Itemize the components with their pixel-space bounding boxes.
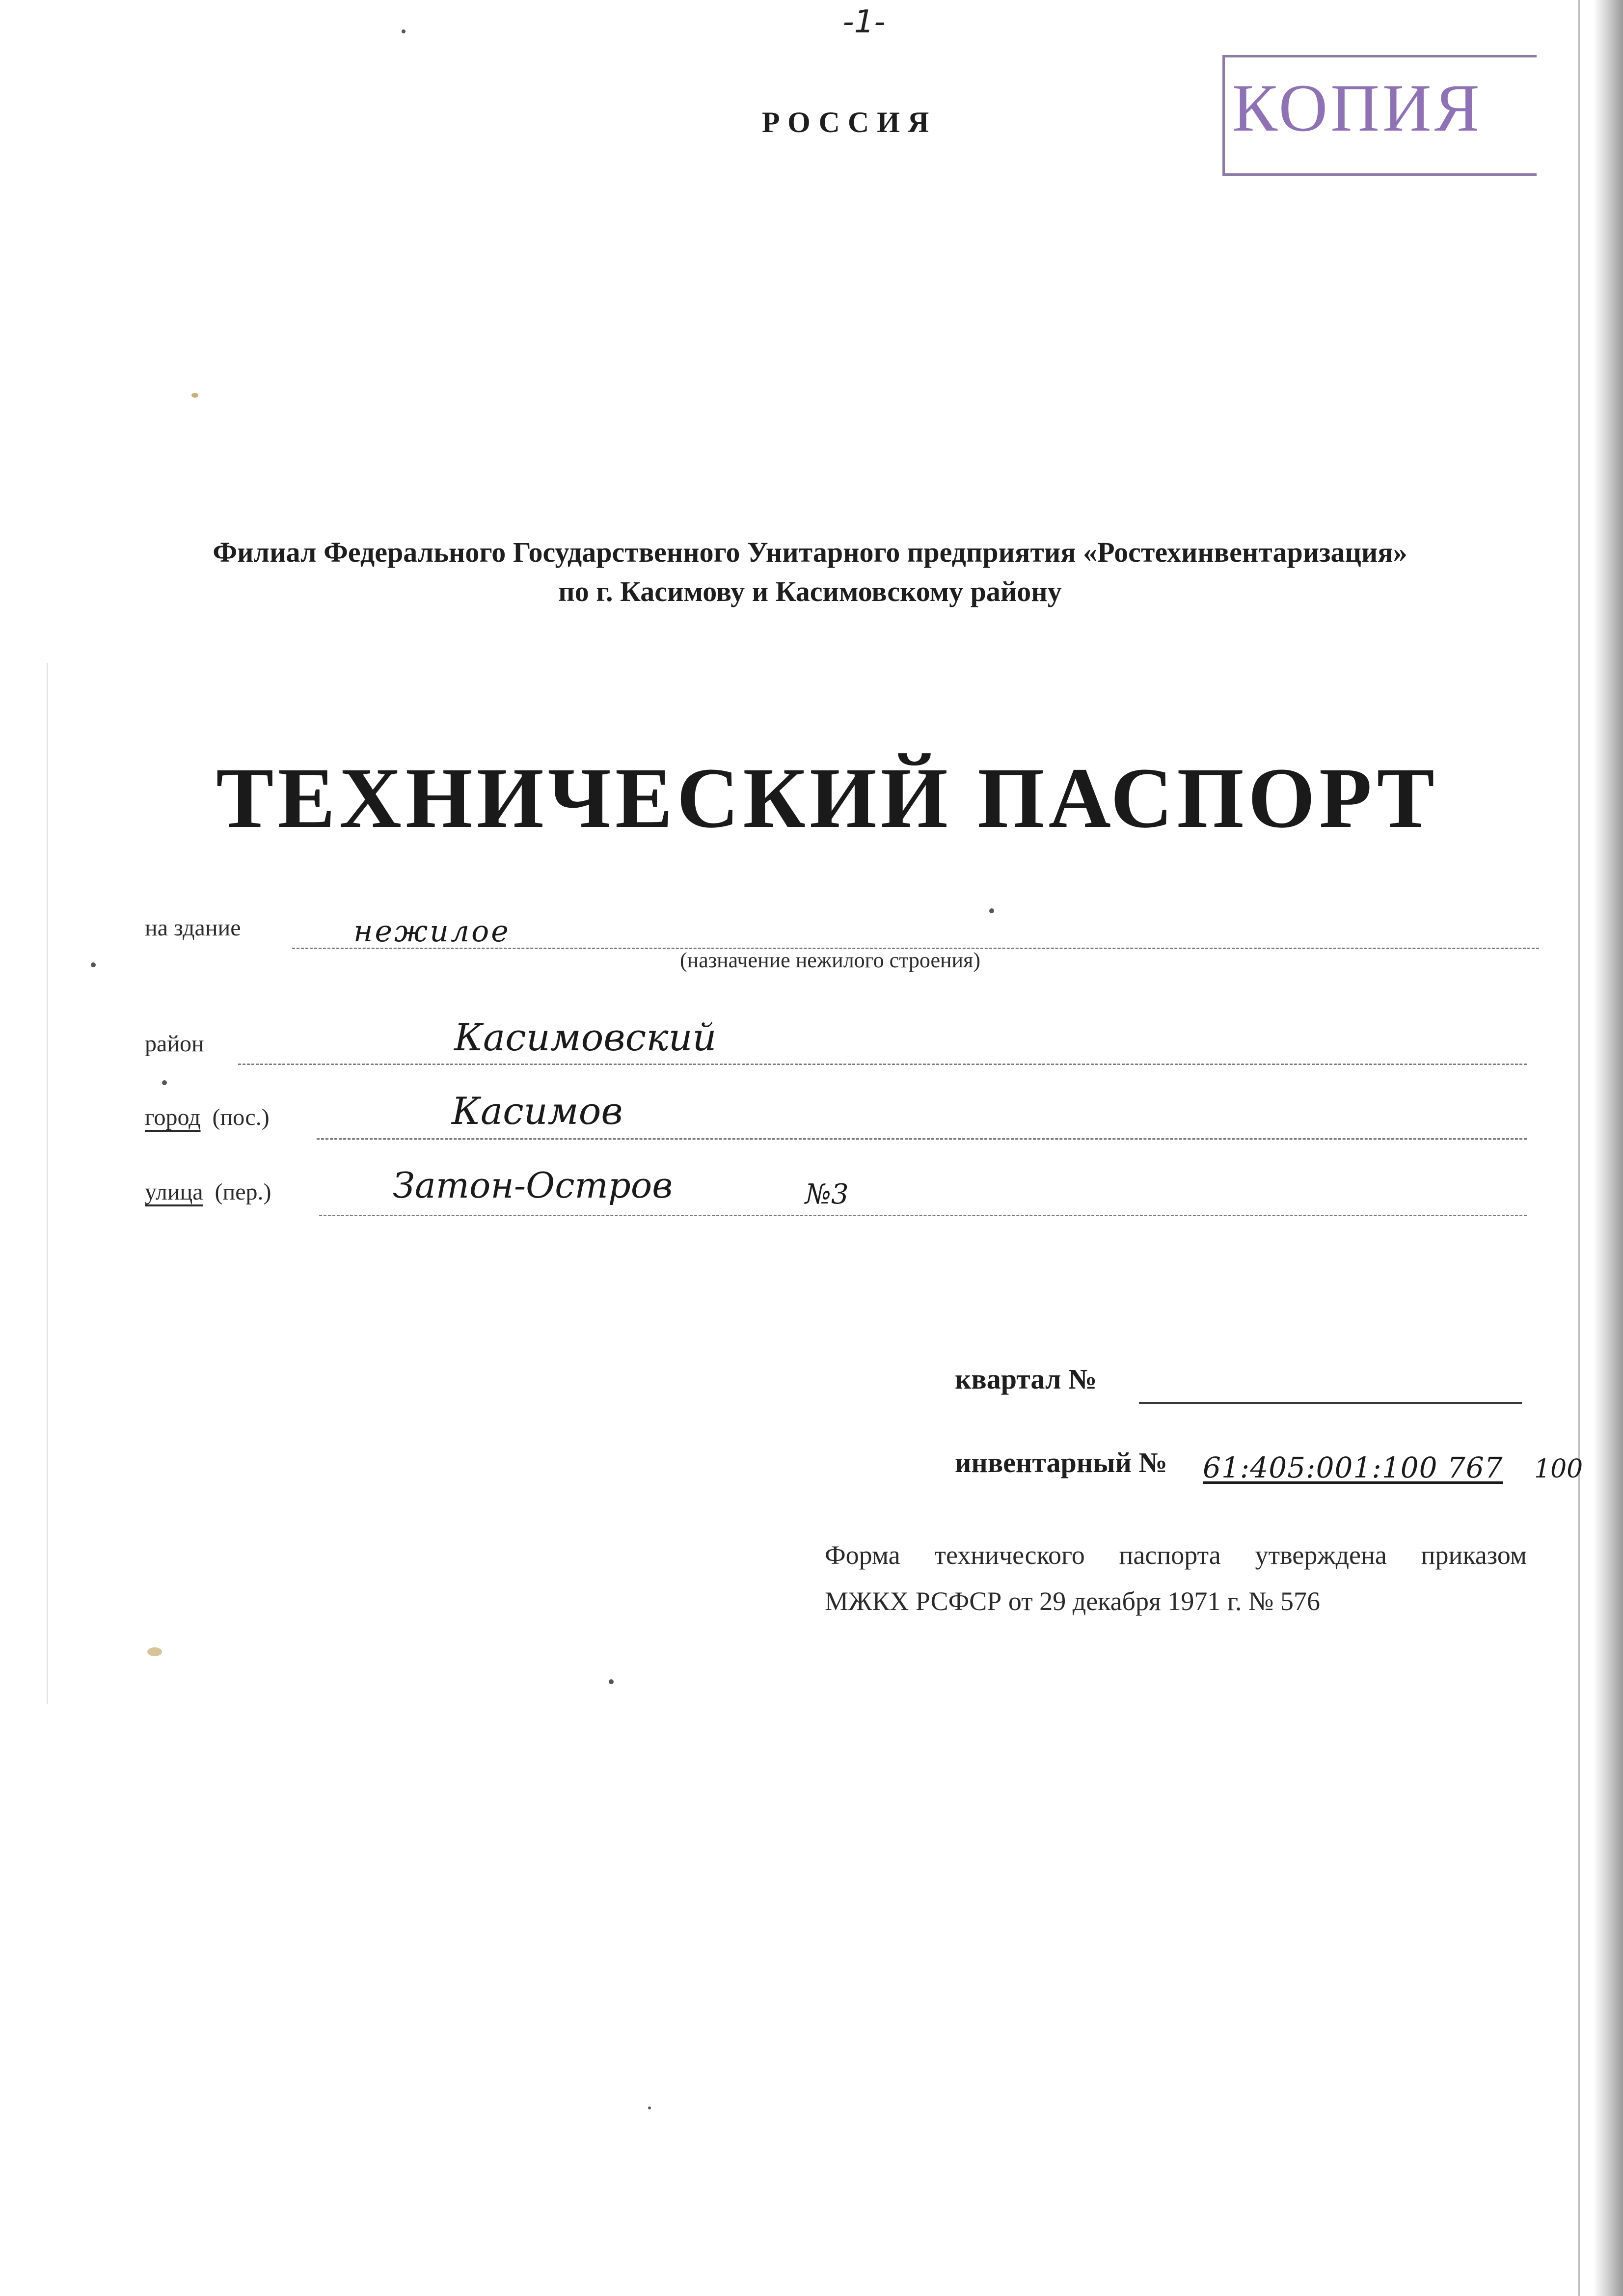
city-label: город (145, 1104, 201, 1130)
building-caption: (назначение нежилого строения) (680, 948, 980, 972)
organization-line-2: по г. Касимову и Касимовскому району (558, 575, 1062, 607)
inventory-label: инвентарный № (955, 1447, 1167, 1478)
street-label-group (145, 1178, 271, 1205)
scan-speck (648, 2106, 651, 2109)
scan-edge-shadow (1594, 0, 1623, 2296)
form-note-line-2: МЖКХ РСФСР от 29 декабря 1971 г. № 576 (825, 1586, 1320, 1616)
scan-speck (609, 1679, 614, 1684)
scan-speck (989, 908, 994, 913)
district-label: район (145, 1031, 204, 1057)
city-suffix: (пос.) (212, 1104, 270, 1130)
city-label-group (145, 1104, 270, 1131)
block-label: квартал № (955, 1363, 1097, 1395)
block-line (1139, 1402, 1522, 1404)
copy-stamp: КОПИЯ (1232, 70, 1483, 145)
house-number: №3 (805, 1178, 849, 1210)
organization-name (98, 533, 1522, 611)
street-line (319, 1215, 1527, 1216)
city-line (317, 1138, 1527, 1140)
scan-margin-line (47, 663, 48, 1704)
form-approval-note (825, 1532, 1527, 1624)
scan-speck (191, 393, 198, 398)
scan-edge-line (1578, 0, 1580, 2296)
scan-speck (402, 29, 406, 33)
street-label: улица (145, 1179, 203, 1205)
document-title: ТЕХНИЧЕСКИЙ ПАСПОРТ (216, 750, 1438, 846)
building-label: на здание (145, 915, 241, 941)
district-line (238, 1064, 1527, 1065)
scan-speck (91, 962, 96, 967)
form-note-line-1: Форма технического паспорта утверждена приказом (825, 1540, 1527, 1570)
scan-speck (147, 1647, 162, 1656)
district-value: Касимовский (454, 1015, 717, 1059)
building-value: нежилое (353, 914, 511, 949)
inventory-value: 61:405:001:100 767 (1203, 1451, 1503, 1484)
organization-line-1: Филиал Федерального Государственного Унитарного предприятия «Ростехинвентаризация» (213, 536, 1407, 568)
page-number: -1- (842, 4, 886, 40)
scan-speck (162, 1080, 167, 1085)
city-value: Касимов (452, 1089, 623, 1133)
inventory-extra: 100 (1534, 1454, 1583, 1484)
street-suffix: (пер.) (215, 1179, 271, 1205)
street-value: Затон-Остров (393, 1165, 673, 1206)
country-heading: РОССИЯ (761, 106, 937, 138)
